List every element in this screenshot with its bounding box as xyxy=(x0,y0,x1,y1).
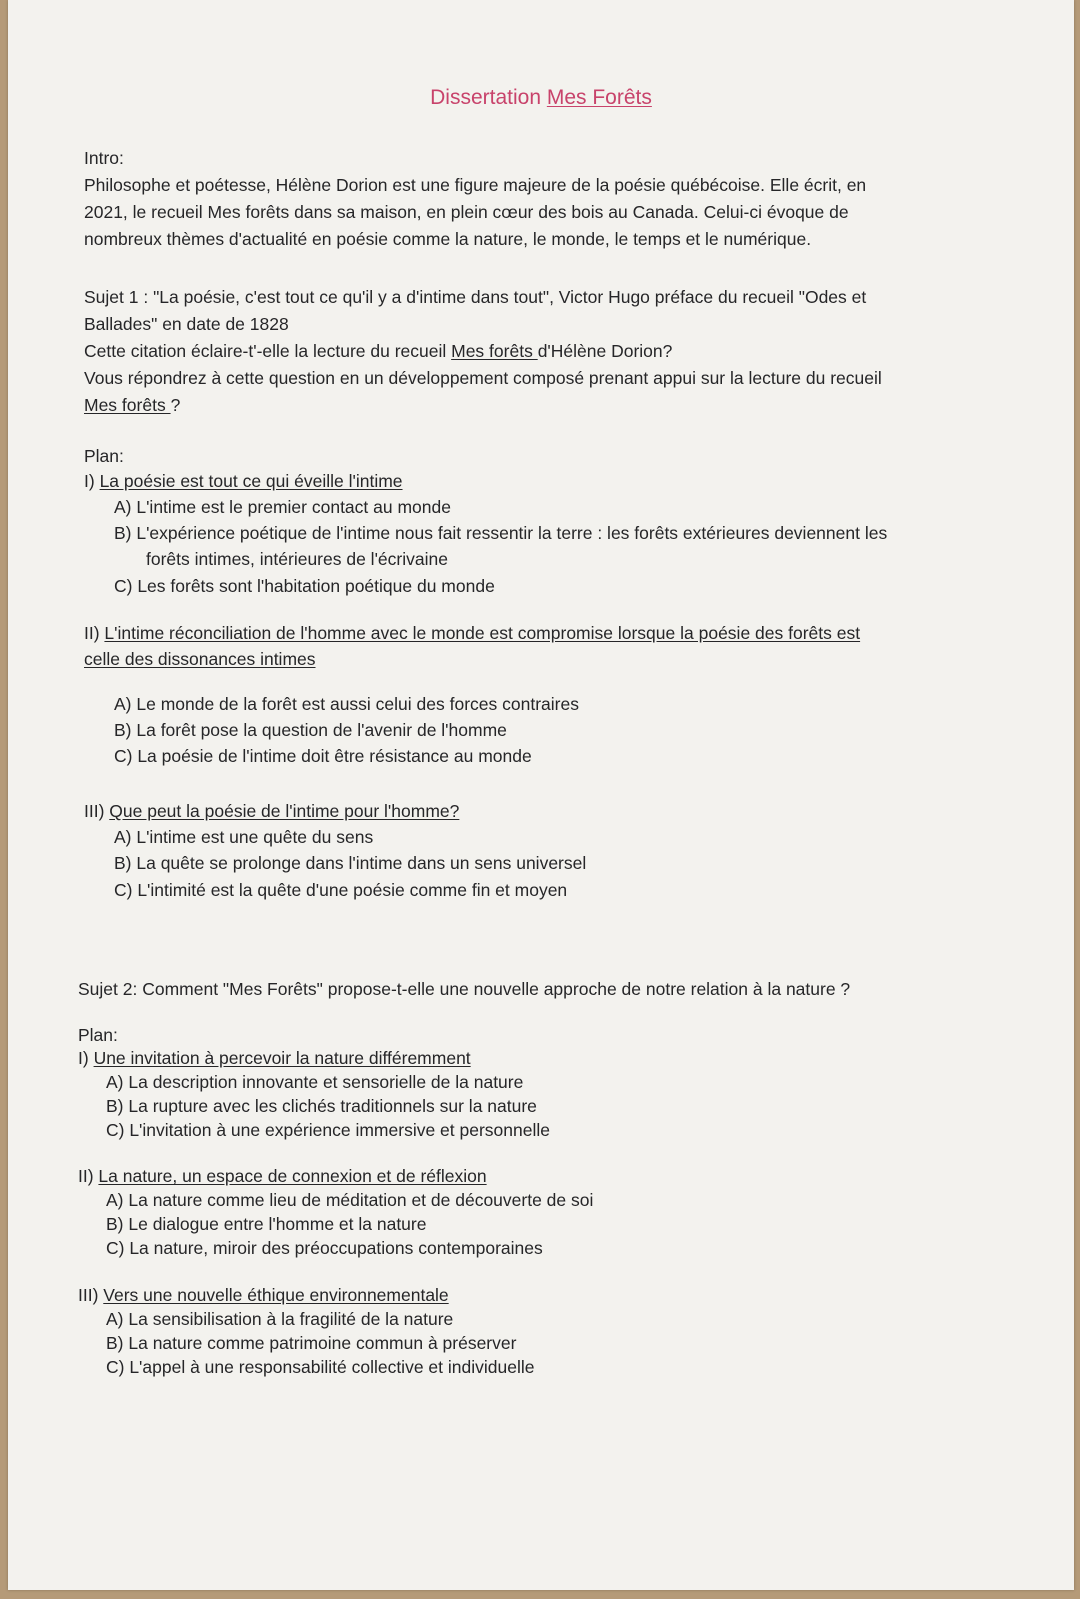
intro-label: Intro: xyxy=(84,148,124,168)
sujet1-line-5 xyxy=(84,392,180,419)
intro-line-1: Philosophe et poétesse, Hélène Dorion est une figure majeure de la poésie québécoise. Elle écrit, en xyxy=(84,175,867,195)
sujet1-part-3-number: III) xyxy=(84,801,110,821)
sujet1-line-1: Sujet 1 : "La poésie, c'est tout ce qu'il y a d'intime dans tout", Victor Hugo préface du recueil "Odes et xyxy=(84,287,867,307)
sujet1-line-5-end: ? xyxy=(170,395,181,415)
sujet2-part-1-c: C) L'invitation à une expérience immersive et personnelle xyxy=(106,1120,550,1140)
sujet1-part-3-b: B) La quête se prolonge dans l'intime dans un sens universel xyxy=(114,853,587,873)
sujet1-part-1-a: A) L'intime est le premier contact au monde xyxy=(114,497,451,517)
sujet1-part-2-heading-cont xyxy=(84,646,316,673)
sujet1-line-3-text: Cette citation éclaire-t'-elle la lecture du recueil xyxy=(84,341,452,361)
sujet1-part-1-b-cont: forêts intimes, intérieures de l'écrivaine xyxy=(146,549,448,569)
sujet1-line-3 xyxy=(84,338,672,365)
intro-line-3: nombreux thèmes d'actualité en poésie comme la nature, le monde, le temps et le numérique. xyxy=(84,229,812,249)
sujet2-part-2-b: B) Le dialogue entre l'homme et la nature xyxy=(106,1214,427,1234)
sujet1-part-1-c: C) Les forêts sont l'habitation poétique du monde xyxy=(114,576,495,596)
sujet1-part-2-c: C) La poésie de l'intime doit être résistance au monde xyxy=(114,746,532,766)
sujet2-part-3-a: A) La sensibilisation à la fragilité de la nature xyxy=(106,1309,454,1329)
sujet1-part-3-title: Que peut la poésie de l'intime pour l'homme? xyxy=(109,801,460,821)
sujet2-part-2-heading xyxy=(78,1163,487,1190)
document-page xyxy=(8,0,1074,1590)
sujet1-part-2-title-cont: celle des dissonances intimes xyxy=(84,649,316,669)
sujet1-part-1-heading xyxy=(84,468,403,495)
sujet1-part-2-heading xyxy=(84,620,860,647)
sujet2-part-1-title: Une invitation à percevoir la nature différemment xyxy=(93,1048,471,1068)
sujet2-part-1-a: A) La description innovante et sensorielle de la nature xyxy=(106,1072,524,1092)
sujet1-part-3-heading xyxy=(84,798,459,825)
sujet1-line-3-end: d'Hélène Dorion? xyxy=(537,341,673,361)
sujet2-part-2-title: La nature, un espace de connexion et de réflexion xyxy=(98,1166,487,1186)
sujet1-line-5-work-title: Mes forêts xyxy=(84,395,171,415)
sujet1-part-2-a: A) Le monde de la forêt est aussi celui des forces contraires xyxy=(114,694,579,714)
title-prefix: Dissertation xyxy=(430,86,547,109)
sujet2-part-3-heading xyxy=(78,1282,449,1309)
sujet1-part-1-b: B) L'expérience poétique de l'intime nous fait ressentir la terre : les forêts extérieures deviennent les xyxy=(114,523,888,543)
sujet1-line-2: Ballades" en date de 1828 xyxy=(84,314,289,334)
sujet1-part-3-c: C) L'intimité est la quête d'une poésie comme fin et moyen xyxy=(114,880,568,900)
sujet2-part-2-a: A) La nature comme lieu de méditation et de découverte de soi xyxy=(106,1190,594,1210)
sujet2-part-1-number: I) xyxy=(78,1048,94,1068)
sujet1-part-1-title: La poésie est tout ce qui éveille l'intime xyxy=(99,471,403,491)
sujet1-line-4: Vous répondrez à cette question en un développement composé prenant appui sur la lecture du recueil xyxy=(84,368,882,388)
sujet1-part-2-title: L'intime réconciliation de l'homme avec le monde est compromise lorsque la poésie des forêts est xyxy=(104,623,861,643)
intro-line-2: 2021, le recueil Mes forêts dans sa maison, en plein cœur des bois au Canada. Celui-ci évoque de xyxy=(84,202,849,222)
title-underlined: Mes Forêts xyxy=(546,86,652,109)
sujet1-plan-label: Plan: xyxy=(84,446,124,466)
sujet1-part-3-a: A) L'intime est une quête du sens xyxy=(114,827,374,847)
sujet1-part-2-number: II) xyxy=(84,623,105,643)
sujet2-part-3-b: B) La nature comme patrimoine commun à préserver xyxy=(106,1333,517,1353)
sujet2-part-2-number: II) xyxy=(78,1166,99,1186)
sujet2-part-3-number: III) xyxy=(78,1285,104,1305)
sujet2-part-3-c: C) L'appel à une responsabilité collective et individuelle xyxy=(106,1357,535,1377)
sujet2-part-1-b: B) La rupture avec les clichés traditionnels sur la nature xyxy=(106,1096,537,1116)
sujet1-part-2-b: B) La forêt pose la question de l'avenir de l'homme xyxy=(114,720,507,740)
sujet2-part-1-heading xyxy=(78,1045,471,1072)
sujet2-part-3-title: Vers une nouvelle éthique environnementale xyxy=(103,1285,449,1305)
sujet1-part-1-number: I) xyxy=(84,471,100,491)
sujet2-question: Sujet 2: Comment "Mes Forêts" propose-t-elle une nouvelle approche de notre relation à la nature ? xyxy=(78,979,851,999)
sujet1-line-3-work-title: Mes forêts xyxy=(451,341,538,361)
sujet2-part-2-c: C) La nature, miroir des préoccupations contemporaines xyxy=(106,1238,543,1258)
sujet2-plan-label: Plan: xyxy=(78,1025,118,1045)
page-title xyxy=(8,86,1074,110)
